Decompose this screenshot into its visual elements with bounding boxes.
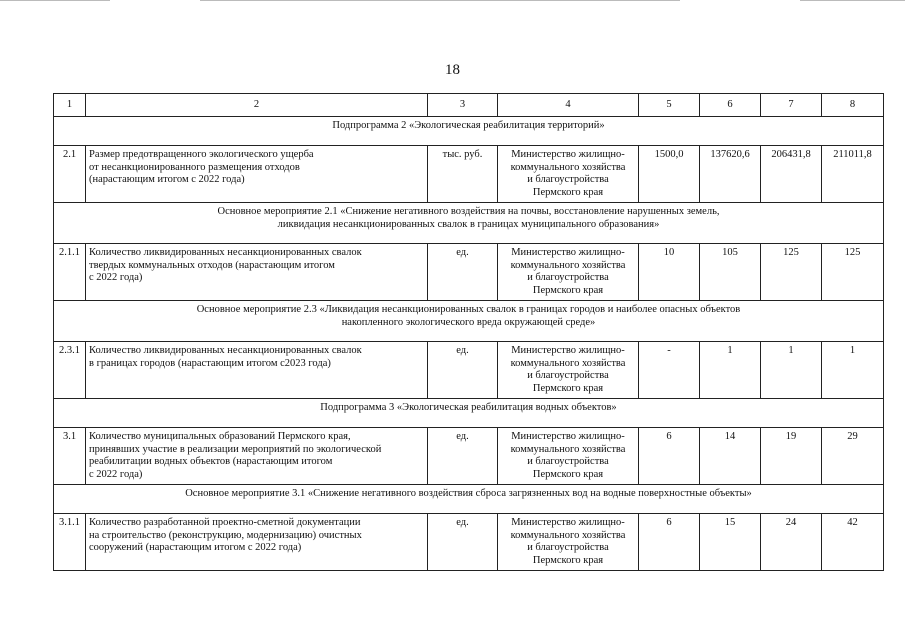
value-cell: - (639, 342, 700, 399)
responsible-org-line: и благоустройства (527, 370, 609, 381)
unit: ед. (428, 244, 498, 301)
header-cell: 4 (498, 94, 639, 117)
value-cell: 211011,8 (822, 146, 884, 203)
responsible-org-line: и благоустройства (527, 272, 609, 283)
responsible-org-line: Министерство жилищно- (511, 247, 625, 258)
responsible-org-line: коммунального хозяйства (510, 443, 626, 455)
responsible-org-line: Министерство жилищно- (511, 345, 625, 356)
top-edge-line-right (800, 0, 905, 1)
indicator-name (86, 244, 428, 301)
row-number: 2.1.1 (54, 244, 86, 301)
value-cell: 19 (761, 428, 822, 485)
indicator-name-line: Размер предотвращенного экологического ущерба (89, 149, 314, 160)
responsible-org (498, 514, 639, 571)
value-cell: 15 (700, 514, 761, 571)
section-title (54, 203, 884, 244)
unit: ед. (428, 514, 498, 571)
value-cell: 125 (822, 244, 884, 301)
section-row (54, 301, 884, 342)
value-cell: 206431,8 (761, 146, 822, 203)
value-cell: 125 (761, 244, 822, 301)
value-cell: 137620,6 (700, 146, 761, 203)
value-cell: 6 (639, 514, 700, 571)
section-row (54, 399, 884, 428)
indicator-name-line: на строительство (реконструкцию, модернизацию) очистных (89, 529, 362, 541)
page-number: 18 (445, 62, 460, 78)
responsible-org-line: Пермского края (532, 284, 604, 296)
section-title (54, 117, 884, 146)
indicator-name-line: Количество ликвидированных несанкционированных свалок (89, 247, 362, 258)
top-edge-line-left (0, 0, 110, 1)
responsible-org-line: коммунального хозяйства (510, 529, 626, 541)
value-cell: 24 (761, 514, 822, 571)
header-cell: 3 (428, 94, 498, 117)
header-cell: 8 (822, 94, 884, 117)
responsible-org (498, 244, 639, 301)
section-row (54, 117, 884, 146)
row-number: 3.1 (54, 428, 86, 485)
responsible-org-line: коммунального хозяйства (510, 259, 626, 271)
table-row (54, 244, 884, 301)
row-number: 3.1.1 (54, 514, 86, 571)
header-row (54, 94, 884, 117)
responsible-org-line: и благоустройства (527, 542, 609, 553)
indicator-name-line: Количество ликвидированных несанкционированных свалок (89, 345, 362, 356)
responsible-org-line: Министерство жилищно- (511, 431, 625, 442)
value-cell: 1 (700, 342, 761, 399)
responsible-org-line: Пермского края (532, 186, 604, 198)
section-title-line: Подпрограмма 2 «Экологическая реабилитация территорий» (332, 120, 605, 131)
responsible-org (498, 428, 639, 485)
indicator-name-line: с 2022 года) (89, 468, 143, 480)
value-cell: 14 (700, 428, 761, 485)
value-cell: 105 (700, 244, 761, 301)
header-cell: 1 (54, 94, 86, 117)
responsible-org (498, 342, 639, 399)
section-title-line: Основное мероприятие 2.3 «Ликвидация несанкционированных свалок в границах городов и наиболее опасных объектов (196, 304, 741, 315)
indicator-name-line: (нарастающим итогом с 2022 года) (89, 174, 245, 185)
table-row (54, 428, 884, 485)
indicator-name-line: в границах городов (нарастающим итогом с2023 года) (89, 357, 331, 369)
responsible-org-line: Пермского края (532, 554, 604, 566)
responsible-org-line: и благоустройства (527, 174, 609, 185)
indicator-name-line: от несанкционированного размещения отходов (89, 161, 300, 173)
section-title-line: Основное мероприятие 3.1 «Снижение негативного воздействия сброса загрязненных вод на водные поверхностные объекты» (185, 488, 752, 499)
indicators-table (53, 93, 884, 571)
indicator-name-line: Количество разработанной проектно-сметной документации (89, 517, 361, 528)
responsible-org-line: Пермского края (532, 382, 604, 394)
unit: ед. (428, 342, 498, 399)
responsible-org-line: Министерство жилищно- (511, 517, 625, 528)
responsible-org (498, 146, 639, 203)
indicator-name-line: сооружений (нарастающим итогом с 2022 года) (89, 542, 302, 553)
header-cell: 5 (639, 94, 700, 117)
header-cell: 7 (761, 94, 822, 117)
responsible-org-line: и благоустройства (527, 456, 609, 467)
value-cell: 10 (639, 244, 700, 301)
responsible-org-line: Министерство жилищно- (511, 149, 625, 160)
section-title-line: Подпрограмма 3 «Экологическая реабилитация водных объектов» (320, 402, 617, 413)
table-row (54, 146, 884, 203)
indicator-name-line: с 2022 года) (89, 272, 143, 283)
value-cell: 6 (639, 428, 700, 485)
section-title (54, 301, 884, 342)
indicator-name (86, 428, 428, 485)
indicator-name-line: принявших участие в реализации мероприятий по экологической (89, 443, 382, 455)
header-cell: 6 (700, 94, 761, 117)
responsible-org-line: коммунального хозяйства (510, 161, 626, 173)
section-title-line: накопленного экологического вреда окружающей среде» (341, 316, 596, 328)
section-title (54, 485, 884, 514)
table-row (54, 514, 884, 571)
top-edge-line-center (200, 0, 680, 1)
header-cell: 2 (86, 94, 428, 117)
responsible-org-line: коммунального хозяйства (510, 357, 626, 369)
value-cell: 1500,0 (639, 146, 700, 203)
value-cell: 42 (822, 514, 884, 571)
indicator-name (86, 146, 428, 203)
table-row (54, 342, 884, 399)
indicator-name-line: Количество муниципальных образований Пермского края, (89, 431, 351, 442)
section-row (54, 203, 884, 244)
indicator-name-line: твердых коммунальных отходов (нарастающим итогом (89, 259, 335, 271)
unit: тыс. руб. (428, 146, 498, 203)
section-row (54, 485, 884, 514)
indicator-name (86, 514, 428, 571)
indicator-name-line: реабилитации водных объектов (нарастающим итогом (89, 456, 333, 467)
indicator-name (86, 342, 428, 399)
section-title-line: ликвидация несанкционированных свалок в границах муниципального образования» (277, 218, 660, 230)
responsible-org-line: Пермского края (532, 468, 604, 480)
row-number: 2.1 (54, 146, 86, 203)
row-number: 2.3.1 (54, 342, 86, 399)
unit: ед. (428, 428, 498, 485)
section-title (54, 399, 884, 428)
value-cell: 29 (822, 428, 884, 485)
value-cell: 1 (761, 342, 822, 399)
section-title-line: Основное мероприятие 2.1 «Снижение негативного воздействия на почвы, восстановление нарушенных земель, (217, 206, 720, 217)
value-cell: 1 (822, 342, 884, 399)
